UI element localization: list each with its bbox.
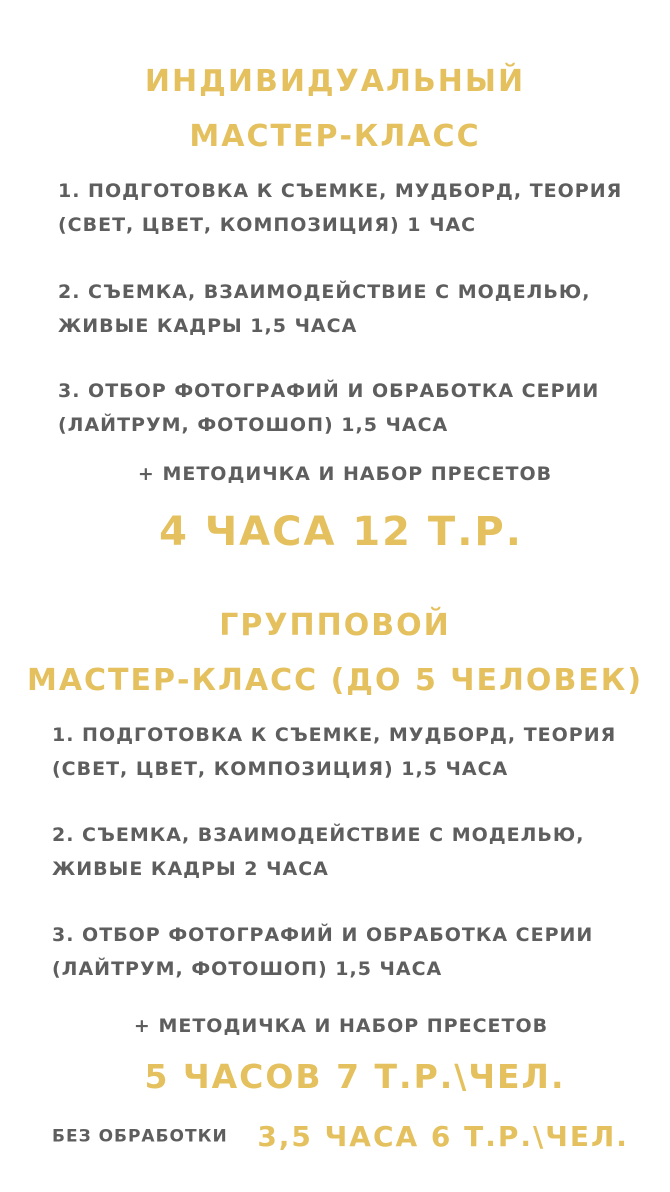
item-line: ЖИВЫЕ КАДРЫ 1,5 ЧАСА	[58, 315, 358, 337]
item-line: (ЛАЙТРУМ, ФОТОШОП) 1,5 ЧАСА	[58, 414, 449, 436]
item-line: (ЛАЙТРУМ, ФОТОШОП) 1,5 ЧАСА	[52, 958, 443, 980]
individual-item-1	[58, 174, 658, 242]
group-no-edit-row	[52, 1120, 662, 1153]
group-title	[0, 598, 670, 708]
group-title-line-2: МАСТЕР-КЛАСС (ДО 5 ЧЕЛОВЕК)	[26, 663, 644, 698]
item-line: 1. ПОДГОТОВКА К СЪЕМКЕ, МУДБОРД, ТЕОРИЯ	[52, 724, 617, 746]
group-title-line-1: ГРУППОВОЙ	[219, 608, 451, 643]
no-edit-price: 3,5 ЧАСА 6 Т.Р.\ЧЕЛ.	[257, 1120, 629, 1153]
group-item-1	[52, 718, 662, 786]
item-line: (СВЕТ, ЦВЕТ, КОМПОЗИЦИЯ) 1,5 ЧАСА	[52, 758, 509, 780]
group-item-2	[52, 818, 662, 886]
item-line: 3. ОТБОР ФОТОГРАФИЙ И ОБРАБОТКА СЕРИИ	[58, 380, 600, 402]
individual-title-line-2: МАСТЕР-КЛАСС	[189, 119, 481, 154]
item-line: 1. ПОДГОТОВКА К СЪЕМКЕ, МУДБОРД, ТЕОРИЯ	[58, 180, 623, 202]
individual-item-2	[58, 275, 658, 343]
group-item-3	[52, 918, 662, 986]
group-price: 5 ЧАСОВ 7 Т.Р.\ЧЕЛ.	[144, 1057, 566, 1096]
individual-price: 4 ЧАСА 12 Т.Р.	[159, 509, 523, 555]
item-line: ЖИВЫЕ КАДРЫ 2 ЧАСА	[52, 858, 329, 880]
item-line: 2. СЪЕМКА, ВЗАИМОДЕЙСТВИЕ С МОДЕЛЬЮ,	[58, 281, 591, 303]
item-line: 3. ОТБОР ФОТОГРАФИЙ И ОБРАБОТКА СЕРИИ	[52, 924, 594, 946]
individual-item-3	[58, 374, 658, 442]
no-edit-label: БЕЗ ОБРАБОТКИ	[52, 1126, 228, 1147]
item-line: 2. СЪЕМКА, ВЗАИМОДЕЙСТВИЕ С МОДЕЛЬЮ,	[52, 824, 585, 846]
individual-title	[0, 54, 670, 164]
group-extras: + МЕТОДИЧКА И НАБОР ПРЕСЕТОВ	[133, 1015, 549, 1037]
item-line: (СВЕТ, ЦВЕТ, КОМПОЗИЦИЯ) 1 ЧАС	[58, 214, 477, 236]
individual-title-line-1: ИНДИВИДУАЛЬНЫЙ	[144, 64, 526, 99]
individual-extras: + МЕТОДИЧКА И НАБОР ПРЕСЕТОВ	[137, 463, 553, 485]
